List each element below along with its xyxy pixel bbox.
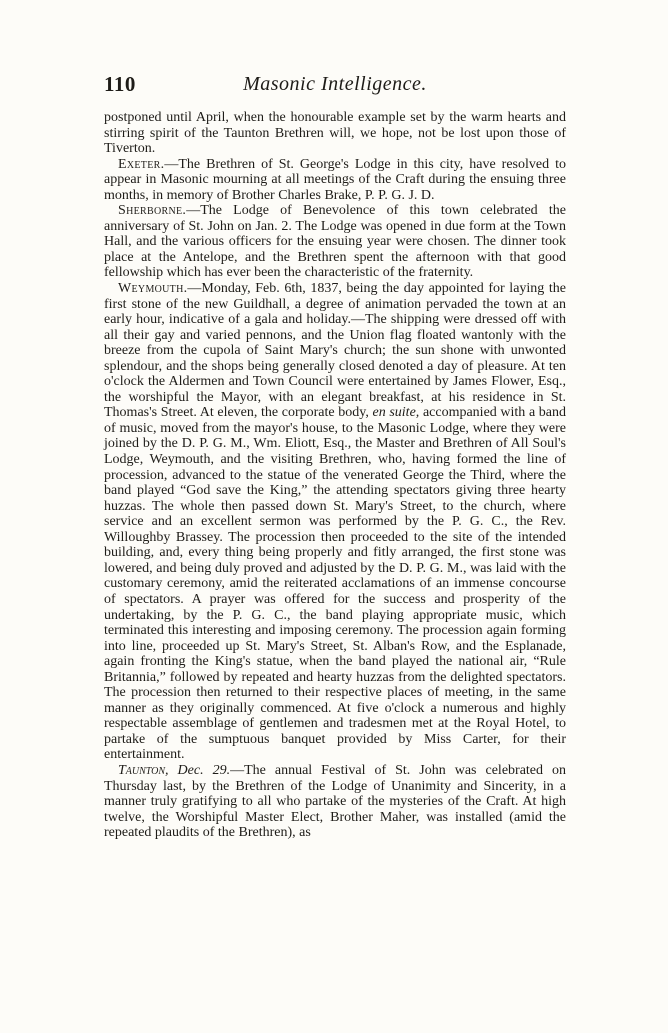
place-heading-taunton: Taunton,	[118, 762, 169, 778]
paragraph-text: —The Lodge of Benevolence of this town celebrated the anniversary of St. John on Jan. 2. The Lodge was opened in due form at the Town Hall, and the various officers for the ensuing year were chosen. The dinner took place at the Antelope, and the Brethren spent the afternoon with that good fellowship which has ever been the characteristic of the fraternity.	[104, 203, 566, 281]
running-title: Masonic Intelligence.	[243, 73, 427, 95]
paragraph-exeter	[104, 157, 566, 204]
date-heading-taunton: Dec. 29.	[168, 762, 231, 778]
paragraph-sherborne	[104, 203, 566, 281]
article-body	[104, 110, 566, 841]
paragraph-text: —The annual Festival of St. John was celebrated on Thursday last, by the Brethren of the Lodge of Unanimity and Sincerity, in a manner truly gratifying to all who partake of the mysteries of the Craft. At high twelve, the Worshipful Master Elect, Brother Maher, was installed (amid the repeated plaudits of the Brethren), as	[104, 762, 567, 841]
paragraph-tiverton-continuation	[104, 110, 566, 157]
paragraph-text: accompanied with a band of music, moved from the mayor's house, to the Masonic Lodge, where they were joined by the D. P. G. M., Wm. Eliott, Esq., the Master and Brethren of All Soul's Lodge, Weymouth, and the visiting Brethren, who, having formed the line of procession, advanced to the statue of the venerated George the Third, where the band played “God save the King,” the attending spectators giving three hearty huzzas. The whole then passed down St. Mary's Street, to the church, where service and an excellent sermon was performed by the P. G. C., the Rev. Willoughby Brassey. The procession then proceeded to the site of the intended building, and, every thing being properly and fitly arranged, the first stone was lowered, and being duly proved and adjusted by the D. P. G. M., was laid with the customary ceremony, amid the reiterated acclamations of an immense concourse of spectators. A prayer was offered for the success and prosperity of the undertaking, by the P. G. C., the band playing appropriate music, which terminated this interesting and imposing ceremony. The procession again forming into line, proceeded up St. Mary's Street, St. Alban's Row, and the Esplanade, again fronting the King's statue, when the band played the national air, “Rule Britannia,” followed by repeated and hearty huzzas from the delighted spectators. The procession then returned to their respective places of meeting, in the same manner as they originally commenced. At five o'clock a numerous and highly respectable assemblage of gentlemen and tradesmen met at the Royal Hotel, to partake of the sumptuous banquet provided by Miss Carter, for their entertainment.	[104, 405, 567, 763]
place-heading-exeter: Exeter.	[118, 156, 165, 172]
paragraph-taunton	[104, 763, 566, 841]
italic-phrase: en suite,	[372, 405, 420, 421]
page-number: 110	[104, 72, 136, 96]
place-heading-weymouth: Weymouth.	[118, 281, 188, 297]
page-header	[104, 72, 566, 102]
paragraph-text: postponed until April, when the honourable example set by the warm hearts and stirring spirit of the Taunton Brethren will, we hope, not be lost upon those of Tiverton.	[104, 110, 566, 157]
paragraph-weymouth	[104, 281, 566, 763]
paragraph-text: —The Brethren of St. George's Lodge in this city, have resolved to appear in Masonic mourning at all meetings of the Craft during the ensuing three months, in memory of Brother Charles Brake, P. P. G. J. D.	[104, 156, 566, 203]
place-heading-sherborne: Sherborne.	[118, 203, 187, 219]
paragraph-text: —Monday, Feb. 6th, 1837, being the day appointed for laying the first stone of the new Guildhall, a degree of animation pervaded the town at an early hour, indicative of a gala and holiday.—The shipping were dressed off with all their gay and varied pennons, and the Union flag floated wantonly with the breeze from the cupola of Saint Mary's church; the sun shone with unwonted splendour, and the shops being generally closed denoted a day of pleasure. At ten o'clock the Aldermen and Town Council were entertained by James Flower, Esq., the worshipful the Mayor, with an elegant breakfast, at his residence in St. Thomas's Street. At eleven, the corporate body,	[104, 281, 566, 421]
